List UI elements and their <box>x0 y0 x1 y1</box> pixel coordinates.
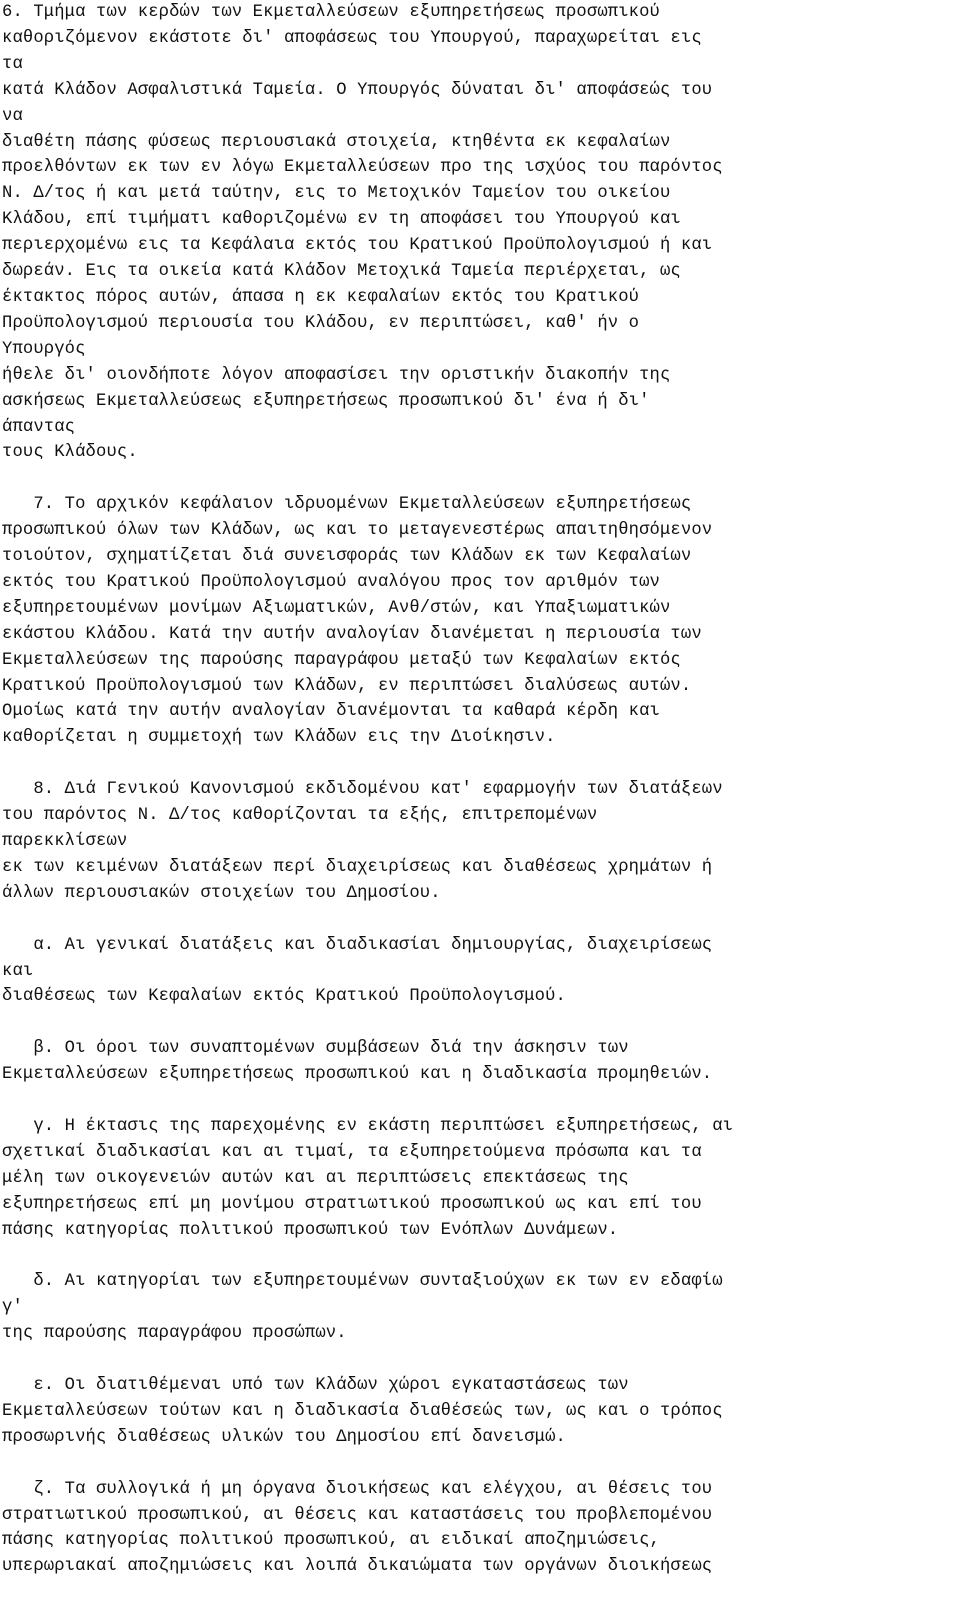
text-line: προελθόντων εκ των εν λόγω Εκμεταλλεύσεων προ της ισχύος του παρόντος <box>2 158 723 178</box>
text-line: 8. Διά Γενικού Κανονισμού εκδιδομένου κατ' εφαρμογήν των διατάξεων <box>2 780 723 800</box>
text-line: ε. Οι διατιθέμεναι υπό των Κλάδων χώροι εγκαταστάσεως των <box>2 1376 629 1396</box>
paragraph-gap <box>2 1088 958 1114</box>
text-line: ζ. Τα συλλογικά ή μη όργανα διοικήσεως και ελέγχου, αι θέσεις του <box>2 1479 713 1499</box>
text-line: εκτός του Κρατικού Προϋπολογισμού αναλόγου προς τον αριθμόν των <box>2 572 660 592</box>
text-line: σχετικαί διαδικασίαι και αι τιμαί, τα εξυπηρετούμενα πρόσωπα και τα <box>2 1142 702 1162</box>
text-line: δ. Αι κατηγορίαι των εξυπηρετουμένων συνταξιούχων εκ των εν εδαφίω <box>2 1272 723 1292</box>
text-line: Ομοίως κατά την αυτήν αναλογίαν διανέμονται τα καθαρά κέρδη και <box>2 702 660 722</box>
text-line: κατά Κλάδον Ασφαλιστικά Ταμεία. Ο Υπουργός δύναται δι' αποφάσεώς του <box>2 80 713 100</box>
text-line: παρεκκλίσεων <box>2 832 128 851</box>
text-line: της παρούσης παραγράφου προσώπων. <box>2 1324 347 1344</box>
text-line: να <box>2 106 23 126</box>
paragraph-gap <box>2 751 958 777</box>
text-line: του παρόντος Ν. Δ/τος καθορίζονται τα εξής, επιτρεπομένων <box>2 806 598 826</box>
text-line: καθορίζεται η συμμετοχή των Κλάδων εις την Διοίκησιν. <box>2 728 556 748</box>
text-line: β. Οι όροι των συναπτομένων συμβάσεων διά την άσκησιν των <box>2 1039 629 1059</box>
text-line: διαθέσεως των Κεφαλαίων εκτός Κρατικού Προϋπολογισμού. <box>2 987 566 1007</box>
text-line: Κρατικού Προϋπολογισμού των Κλάδων, εν περιπτώσει διαλύσεως αυτών. <box>2 676 692 696</box>
text-line: γ. Η έκτασις της παρεχομένης εν εκάστη περιπτώσει εξυπηρετήσεως, αι <box>2 1116 734 1136</box>
paragraph-gap <box>2 466 958 492</box>
paragraph-gap <box>2 1347 958 1373</box>
text-line: ασκήσεως Εκμεταλλεύσεως εξυπηρετήσεως προσωπικού δι' ένα ή δι' <box>2 391 650 411</box>
text-line: έκτακτος πόρος αυτών, άπασα η εκ κεφαλαίων εκτός του Κρατικού <box>2 287 640 307</box>
text-line: μέλη των οικογενειών αυτών και αι περιπτώσεις επεκτάσεως της <box>2 1168 629 1188</box>
text-line: άλλων περιουσιακών στοιχείων του Δημοσίου. <box>2 883 441 903</box>
text-line: τους Κλάδους. <box>2 443 138 463</box>
text-line: τοιούτον, σχηματίζεται διά συνεισφοράς των Κλάδων εκ των Κεφαλαίων <box>2 547 692 567</box>
text-line: ήθελε δι' οιονδήποτε λόγον αποφασίσει την οριστικήν διακοπήν της <box>2 365 671 385</box>
text-line: εκάστου Κλάδου. Κατά την αυτήν αναλογίαν διανέμεται η περιουσία των <box>2 624 702 644</box>
text-line: πάσης κατηγορίας πολιτικού προσωπικού των Ενόπλων Δυνάμεων. <box>2 1220 619 1240</box>
text-line: διαθέτη πάσης φύσεως περιουσιακά στοιχεία, κτηθέντα εκ κεφαλαίων <box>2 132 671 152</box>
text-line: Εκμεταλλεύσεων εξυπηρετήσεως προσωπικού και η διαδικασία προμηθειών. <box>2 1065 713 1085</box>
text-line: Εκμεταλλεύσεων τούτων και η διαδικασία διαθέσεώς των, ως και ο τρόπος <box>2 1401 723 1421</box>
text-line: υπερωριακαί αποζημιώσεις και λοιπά δικαιώματα των οργάνων διοικήσεως <box>2 1557 713 1577</box>
text-line: Ν. Δ/τος ή και μετά ταύτην, εις το Μετοχικόν Ταμείον του οικείου <box>2 184 671 204</box>
text-line: εκ των κειμένων διατάξεων περί διαχειρίσεως και διαθέσεως χρημάτων ή <box>2 857 713 877</box>
paragraph-gap <box>2 1451 958 1477</box>
text-line: προσωρινής διαθέσεως υλικών του Δημοσίου επί δανεισμώ. <box>2 1427 566 1447</box>
paragraph-gap <box>2 1244 958 1270</box>
text-line: άπαντας <box>2 417 76 437</box>
text-line: καθοριζόμενον εκάστοτε δι' αποφάσεως του Υπουργού, παραχωρείται εις <box>2 28 702 48</box>
text-line: τα <box>2 54 23 74</box>
text-line: α. Αι γενικαί διατάξεις και διαδικασίαι δημιουργίας, διαχειρίσεως <box>2 935 713 955</box>
text-line: 7. Το αρχικόν κεφάλαιον ιδρυομένων Εκμεταλλεύσεων εξυπηρετήσεως <box>2 495 692 515</box>
text-line: γ' <box>2 1298 23 1318</box>
text-line: δωρεάν. Εις τα οικεία κατά Κλάδον Μετοχικά Ταμεία περιέρχεται, ως <box>2 262 681 282</box>
paragraph-gap <box>2 907 958 933</box>
text-line: περιερχομένω εις τα Κεφάλαια εκτός του Κρατικού Προϋπολογισμού ή και <box>2 236 713 256</box>
text-line: πάσης κατηγορίας πολιτικού προσωπικού, αι ειδικαί αποζημιώσεις, <box>2 1531 660 1551</box>
text-line: και <box>2 961 34 981</box>
text-line: Υπουργός <box>2 339 86 359</box>
text-line: στρατιωτικού προσωπικού, αι θέσεις και καταστάσεις του προβλεπομένου <box>2 1505 713 1525</box>
text-line: Κλάδου, επί τιμήματι καθοριζομένω εν τη αποφάσει του Υπουργού και <box>2 210 681 230</box>
text-line: Προϋπολογισμού περιουσία του Κλάδου, εν περιπτώσει, καθ' ήν ο <box>2 313 640 333</box>
document-text <box>2 0 958 1580</box>
text-line: Εκμεταλλεύσεων της παρούσης παραγράφου μεταξύ των Κεφαλαίων εκτός <box>2 650 681 670</box>
text-line: προσωπικού όλων των Κλάδων, ως και το μεταγενεστέρως απαιτηθησόμενον <box>2 521 713 541</box>
text-line: εξυπηρετήσεως επί μη μονίμου στρατιωτικού προσωπικού ως και επί του <box>2 1194 702 1214</box>
paragraph-gap <box>2 1010 958 1036</box>
text-line: εξυπηρετουμένων μονίμων Αξιωματικών, Ανθ/στών, και Υπαξιωματικών <box>2 598 671 618</box>
text-line: 6. Τμήμα των κερδών των Εκμεταλλεύσεων εξυπηρετήσεως προσωπικού <box>2 3 660 22</box>
